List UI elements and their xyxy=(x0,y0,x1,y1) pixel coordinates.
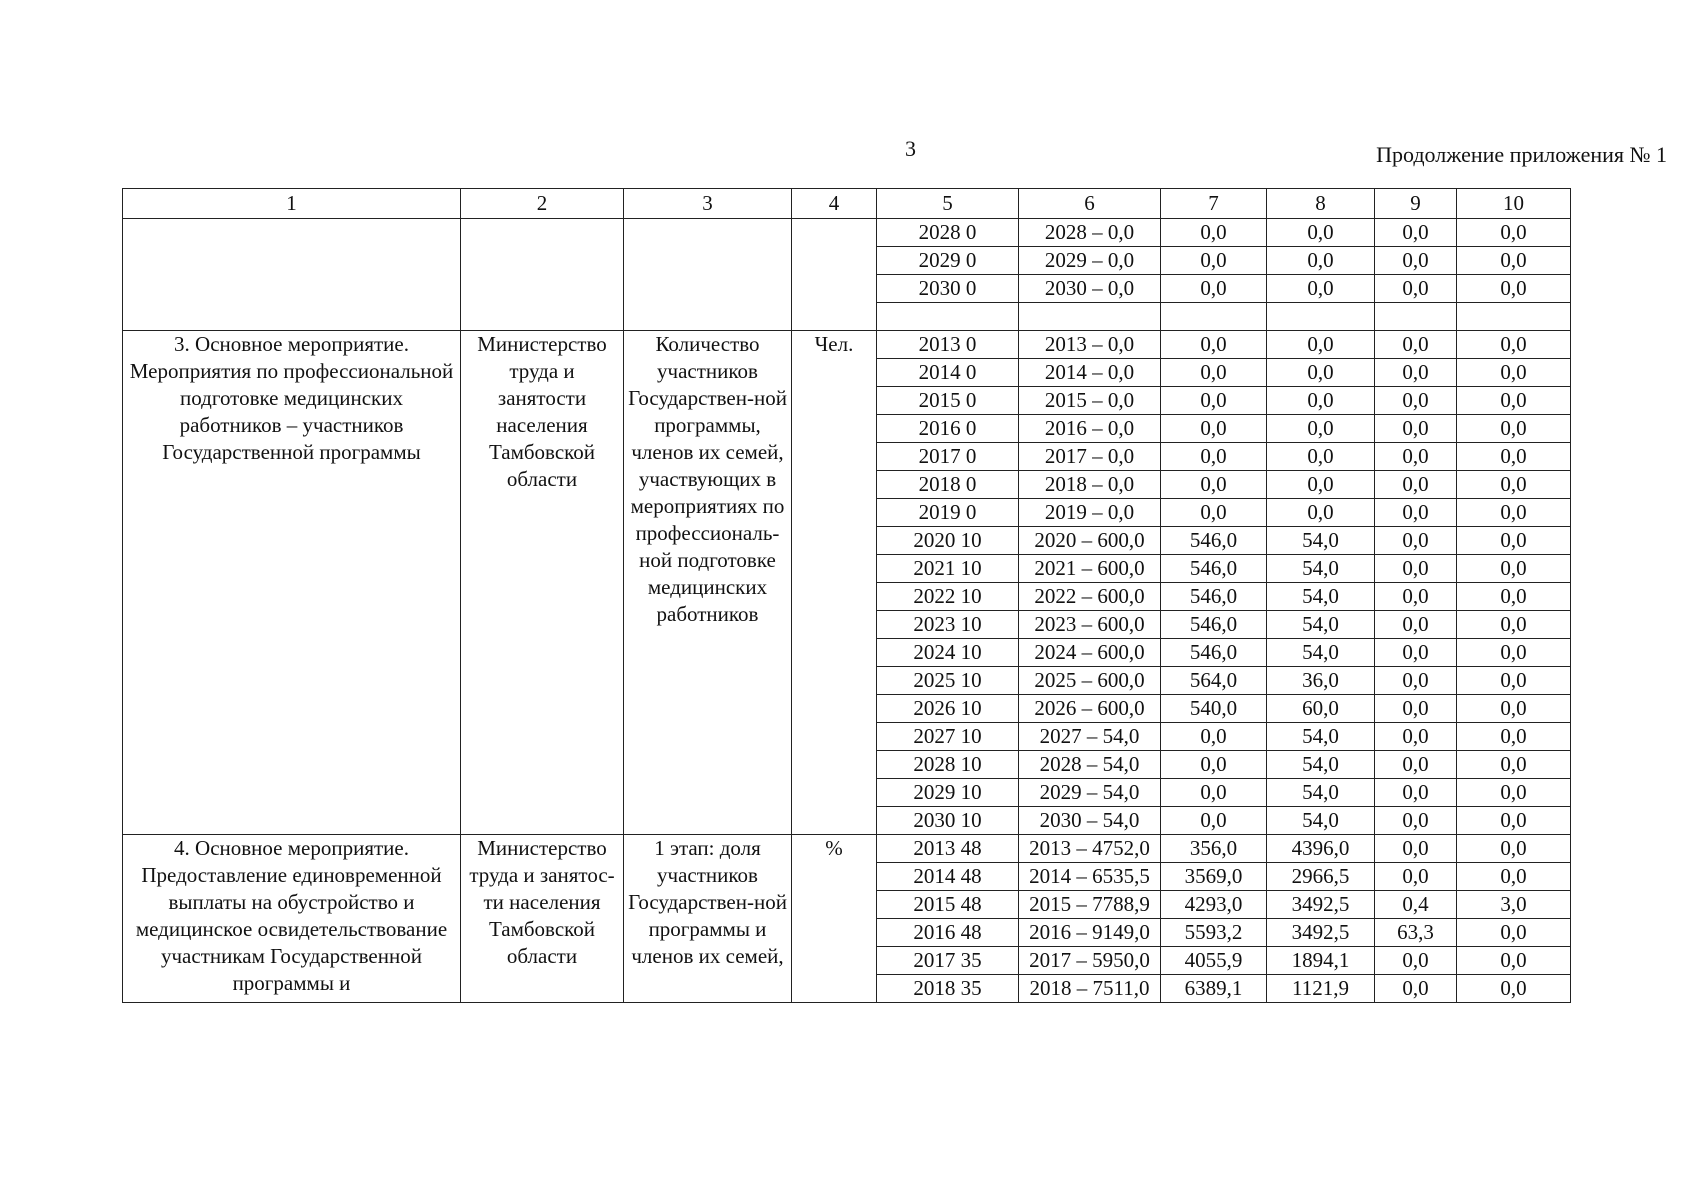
value-cell: 2018 35 xyxy=(877,975,1019,1003)
empty-cell xyxy=(1457,303,1571,331)
value-cell: 0,0 xyxy=(1267,275,1375,303)
value-cell: 0,0 xyxy=(1161,499,1267,527)
value-cell: 36,0 xyxy=(1267,667,1375,695)
value-cell: 0,0 xyxy=(1457,471,1571,499)
value-cell: 2023 – 600,0 xyxy=(1019,611,1161,639)
value-cell: 0,0 xyxy=(1375,667,1457,695)
value-cell: 0,0 xyxy=(1375,723,1457,751)
value-cell: 4293,0 xyxy=(1161,891,1267,919)
value-cell: 0,0 xyxy=(1457,807,1571,835)
value-cell: 2020 – 600,0 xyxy=(1019,527,1161,555)
value-cell: 2025 10 xyxy=(877,667,1019,695)
value-cell: 0,0 xyxy=(1375,695,1457,723)
column-header: 7 xyxy=(1161,189,1267,219)
value-cell: 0,0 xyxy=(1161,723,1267,751)
value-cell: 0,0 xyxy=(1375,247,1457,275)
value-cell: 2030 0 xyxy=(877,275,1019,303)
value-cell: 0,0 xyxy=(1457,667,1571,695)
value-cell: 2027 10 xyxy=(877,723,1019,751)
value-cell: 2017 – 0,0 xyxy=(1019,443,1161,471)
value-cell: 546,0 xyxy=(1161,611,1267,639)
value-cell: 0,0 xyxy=(1161,779,1267,807)
column-header: 5 xyxy=(877,189,1019,219)
value-cell: 0,0 xyxy=(1457,695,1571,723)
value-cell: 0,0 xyxy=(1161,807,1267,835)
column-header: 2 xyxy=(461,189,624,219)
value-cell: 0,0 xyxy=(1457,835,1571,863)
value-cell: 0,0 xyxy=(1457,415,1571,443)
value-cell: 0,0 xyxy=(1375,415,1457,443)
table-row xyxy=(123,835,1571,863)
value-cell: 2028 – 0,0 xyxy=(1019,219,1161,247)
value-cell: 4055,9 xyxy=(1161,947,1267,975)
empty-cell xyxy=(877,303,1019,331)
value-cell: 2024 – 600,0 xyxy=(1019,639,1161,667)
value-cell: 2013 – 0,0 xyxy=(1019,331,1161,359)
empty-cell xyxy=(1019,303,1161,331)
value-cell: 2030 – 54,0 xyxy=(1019,807,1161,835)
value-cell: 0,0 xyxy=(1457,723,1571,751)
measure-name-cell xyxy=(123,219,461,331)
value-cell: 0,0 xyxy=(1267,359,1375,387)
value-cell: 0,0 xyxy=(1161,415,1267,443)
value-cell: 2021 – 600,0 xyxy=(1019,555,1161,583)
value-cell: 54,0 xyxy=(1267,807,1375,835)
value-cell: 1121,9 xyxy=(1267,975,1375,1003)
value-cell: 0,0 xyxy=(1457,219,1571,247)
column-header: 4 xyxy=(792,189,877,219)
value-cell: 3569,0 xyxy=(1161,863,1267,891)
value-cell: 0,0 xyxy=(1457,387,1571,415)
value-cell: 2022 10 xyxy=(877,583,1019,611)
value-cell: 0,0 xyxy=(1161,443,1267,471)
value-cell: 2019 0 xyxy=(877,499,1019,527)
value-cell: 2018 – 7511,0 xyxy=(1019,975,1161,1003)
value-cell: 54,0 xyxy=(1267,583,1375,611)
value-cell: 546,0 xyxy=(1161,639,1267,667)
value-cell: 0,0 xyxy=(1457,247,1571,275)
value-cell: 2014 – 6535,5 xyxy=(1019,863,1161,891)
value-cell: 2026 10 xyxy=(877,695,1019,723)
value-cell: 0,0 xyxy=(1375,219,1457,247)
value-cell: 2018 0 xyxy=(877,471,1019,499)
value-cell: 0,0 xyxy=(1161,247,1267,275)
value-cell: 2019 – 0,0 xyxy=(1019,499,1161,527)
table-row xyxy=(123,219,1571,247)
unit-cell: Чел. xyxy=(792,331,877,835)
value-cell: 0,0 xyxy=(1375,639,1457,667)
value-cell: 2013 48 xyxy=(877,835,1019,863)
column-header: 10 xyxy=(1457,189,1571,219)
appendix-table xyxy=(122,188,1571,1003)
value-cell: 2027 – 54,0 xyxy=(1019,723,1161,751)
value-cell: 0,0 xyxy=(1457,527,1571,555)
value-cell: 0,0 xyxy=(1375,359,1457,387)
value-cell: 0,0 xyxy=(1457,331,1571,359)
column-header: 1 xyxy=(123,189,461,219)
value-cell: 0,0 xyxy=(1375,331,1457,359)
value-cell: 54,0 xyxy=(1267,639,1375,667)
value-cell: 2023 10 xyxy=(877,611,1019,639)
measure-name-cell: 4. Основное мероприятие. Предоставление единовременной выплаты на обустройство и медицинское освидетельствование участникам Государственной программы и xyxy=(123,835,461,1003)
value-cell: 0,0 xyxy=(1375,275,1457,303)
value-cell: 2020 10 xyxy=(877,527,1019,555)
value-cell: 2017 35 xyxy=(877,947,1019,975)
value-cell: 2028 10 xyxy=(877,751,1019,779)
value-cell: 356,0 xyxy=(1161,835,1267,863)
value-cell: 0,0 xyxy=(1375,751,1457,779)
table-body xyxy=(123,219,1571,1003)
value-cell: 2013 – 4752,0 xyxy=(1019,835,1161,863)
value-cell: 2028 0 xyxy=(877,219,1019,247)
value-cell: 54,0 xyxy=(1267,611,1375,639)
empty-cell xyxy=(1267,303,1375,331)
appendix-note: Продолжение приложения № 1 xyxy=(1376,142,1667,167)
value-cell: 0,0 xyxy=(1267,219,1375,247)
value-cell: 0,0 xyxy=(1267,247,1375,275)
column-header: 8 xyxy=(1267,189,1375,219)
column-header: 6 xyxy=(1019,189,1161,219)
value-cell: 54,0 xyxy=(1267,527,1375,555)
value-cell: 0,0 xyxy=(1267,331,1375,359)
value-cell: 54,0 xyxy=(1267,555,1375,583)
unit-cell: % xyxy=(792,835,877,1003)
value-cell: 3492,5 xyxy=(1267,891,1375,919)
value-cell: 564,0 xyxy=(1161,667,1267,695)
value-cell: 0,0 xyxy=(1161,219,1267,247)
value-cell: 2017 0 xyxy=(877,443,1019,471)
measure-name-cell: 3. Основное мероприятие. Мероприятия по профессиональной подготовке медицинских работников – участников Государственной программы xyxy=(123,331,461,835)
value-cell: 0,0 xyxy=(1457,975,1571,1003)
value-cell: 60,0 xyxy=(1267,695,1375,723)
value-cell: 0,0 xyxy=(1375,583,1457,611)
value-cell: 0,0 xyxy=(1457,583,1571,611)
value-cell: 0,0 xyxy=(1375,555,1457,583)
unit-cell xyxy=(792,219,877,331)
value-cell: 0,0 xyxy=(1267,499,1375,527)
column-header: 3 xyxy=(624,189,792,219)
value-cell: 0,0 xyxy=(1457,443,1571,471)
executor-cell xyxy=(461,219,624,331)
value-cell: 2029 – 0,0 xyxy=(1019,247,1161,275)
value-cell: 0,0 xyxy=(1457,639,1571,667)
value-cell: 0,0 xyxy=(1375,975,1457,1003)
value-cell: 54,0 xyxy=(1267,751,1375,779)
value-cell: 0,0 xyxy=(1161,331,1267,359)
value-cell: 2029 10 xyxy=(877,779,1019,807)
table-row xyxy=(123,331,1571,359)
value-cell: 2015 – 7788,9 xyxy=(1019,891,1161,919)
value-cell: 54,0 xyxy=(1267,723,1375,751)
executor-cell: Министерство труда и занятос-ти населения Тамбовской области xyxy=(461,835,624,1003)
value-cell: 2016 0 xyxy=(877,415,1019,443)
value-cell: 0,0 xyxy=(1375,807,1457,835)
value-cell: 0,0 xyxy=(1457,751,1571,779)
value-cell: 2016 – 0,0 xyxy=(1019,415,1161,443)
executor-cell: Министерство труда и занятости населения Тамбовской области xyxy=(461,331,624,835)
value-cell: 2015 0 xyxy=(877,387,1019,415)
column-header: 9 xyxy=(1375,189,1457,219)
value-cell: 2014 – 0,0 xyxy=(1019,359,1161,387)
value-cell: 0,0 xyxy=(1375,471,1457,499)
value-cell: 3492,5 xyxy=(1267,919,1375,947)
value-cell: 546,0 xyxy=(1161,583,1267,611)
value-cell: 2026 – 600,0 xyxy=(1019,695,1161,723)
value-cell: 2029 0 xyxy=(877,247,1019,275)
value-cell: 0,0 xyxy=(1375,835,1457,863)
value-cell: 0,0 xyxy=(1457,611,1571,639)
value-cell: 54,0 xyxy=(1267,779,1375,807)
value-cell: 0,0 xyxy=(1267,415,1375,443)
value-cell: 540,0 xyxy=(1161,695,1267,723)
empty-cell xyxy=(1161,303,1267,331)
value-cell: 0,0 xyxy=(1267,471,1375,499)
value-cell: 0,0 xyxy=(1457,947,1571,975)
value-cell: 546,0 xyxy=(1161,555,1267,583)
value-cell: 6389,1 xyxy=(1161,975,1267,1003)
value-cell: 5593,2 xyxy=(1161,919,1267,947)
value-cell: 0,0 xyxy=(1267,387,1375,415)
value-cell: 0,0 xyxy=(1457,359,1571,387)
value-cell: 0,0 xyxy=(1161,387,1267,415)
value-cell: 2025 – 600,0 xyxy=(1019,667,1161,695)
value-cell: 2030 10 xyxy=(877,807,1019,835)
value-cell: 2030 – 0,0 xyxy=(1019,275,1161,303)
value-cell: 2014 48 xyxy=(877,863,1019,891)
value-cell: 0,0 xyxy=(1161,751,1267,779)
value-cell: 2016 48 xyxy=(877,919,1019,947)
value-cell: 0,0 xyxy=(1375,387,1457,415)
value-cell: 2022 – 600,0 xyxy=(1019,583,1161,611)
column-number-row xyxy=(123,189,1571,219)
value-cell: 2028 – 54,0 xyxy=(1019,751,1161,779)
value-cell: 2018 – 0,0 xyxy=(1019,471,1161,499)
value-cell: 2017 – 5950,0 xyxy=(1019,947,1161,975)
value-cell: 0,0 xyxy=(1375,947,1457,975)
value-cell: 0,0 xyxy=(1161,275,1267,303)
value-cell: 2966,5 xyxy=(1267,863,1375,891)
page-number: 3 xyxy=(905,136,916,161)
empty-cell xyxy=(1375,303,1457,331)
value-cell: 0,0 xyxy=(1375,499,1457,527)
value-cell: 0,0 xyxy=(1375,779,1457,807)
value-cell: 0,0 xyxy=(1161,359,1267,387)
value-cell: 0,0 xyxy=(1375,611,1457,639)
value-cell: 0,0 xyxy=(1457,555,1571,583)
value-cell: 546,0 xyxy=(1161,527,1267,555)
value-cell: 0,0 xyxy=(1457,919,1571,947)
value-cell: 2014 0 xyxy=(877,359,1019,387)
value-cell: 0,0 xyxy=(1375,443,1457,471)
value-cell: 0,0 xyxy=(1457,499,1571,527)
indicator-cell: Количество участников Государствен-ной программы, членов их семей, участвующих в мероприятиях по профессиональ-ной подготовке медицинских работников xyxy=(624,331,792,835)
value-cell: 2021 10 xyxy=(877,555,1019,583)
value-cell: 2016 – 9149,0 xyxy=(1019,919,1161,947)
value-cell: 63,3 xyxy=(1375,919,1457,947)
value-cell: 3,0 xyxy=(1457,891,1571,919)
value-cell: 0,0 xyxy=(1375,527,1457,555)
value-cell: 2015 48 xyxy=(877,891,1019,919)
value-cell: 0,0 xyxy=(1457,863,1571,891)
value-cell: 0,4 xyxy=(1375,891,1457,919)
indicator-cell: 1 этап: доля участников Государствен-ной программы и членов их семей, xyxy=(624,835,792,1003)
value-cell: 2024 10 xyxy=(877,639,1019,667)
value-cell: 4396,0 xyxy=(1267,835,1375,863)
value-cell: 2029 – 54,0 xyxy=(1019,779,1161,807)
indicator-cell xyxy=(624,219,792,331)
value-cell: 0,0 xyxy=(1267,443,1375,471)
value-cell: 0,0 xyxy=(1457,779,1571,807)
value-cell: 2013 0 xyxy=(877,331,1019,359)
value-cell: 0,0 xyxy=(1375,863,1457,891)
value-cell: 1894,1 xyxy=(1267,947,1375,975)
value-cell: 0,0 xyxy=(1457,275,1571,303)
value-cell: 0,0 xyxy=(1161,471,1267,499)
value-cell: 2015 – 0,0 xyxy=(1019,387,1161,415)
